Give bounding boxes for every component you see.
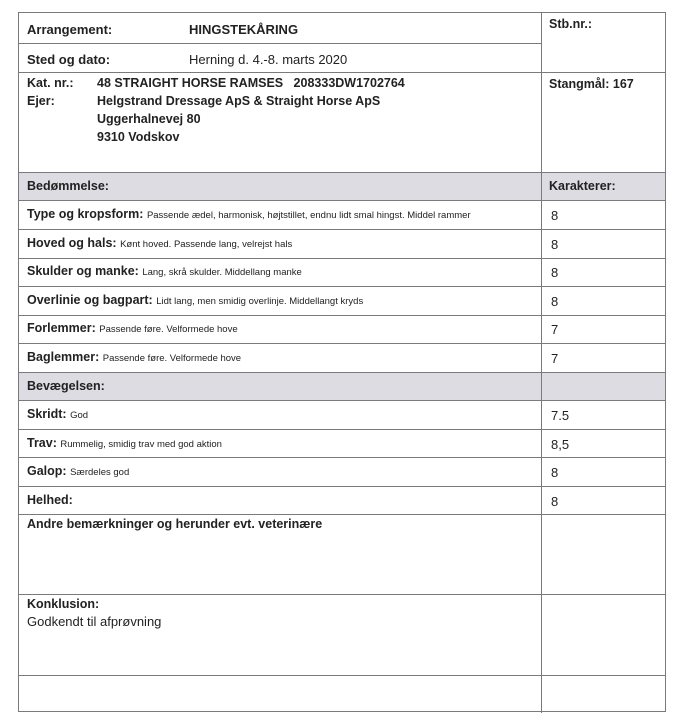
criterion-type-og-kropsform: Type og kropsform: Passende ædel, harmonisk, højtstillet, endnu lidt smal hingst. Middel rammer	[27, 207, 471, 221]
grade-galop: 8	[551, 465, 559, 480]
grade-helhed: 8	[551, 494, 559, 509]
row-rule	[19, 229, 665, 230]
grade-overlinie-og-bagpart: 8	[551, 294, 559, 309]
row-rule	[19, 675, 665, 676]
arrangement-value: HINGSTEKÅRING	[189, 22, 299, 37]
kat-nr-value: 48 STRAIGHT HORSE RAMSES 208333DW1702764	[97, 76, 405, 90]
criterion-trav: Trav: Rummelig, smidig trav med god aktion	[27, 436, 222, 450]
grade-baglemmer: 7	[551, 351, 559, 366]
bedommelse-label: Bedømmelse:	[27, 179, 109, 193]
row-rule	[19, 72, 665, 73]
owner-line-3: 9310 Vodskov	[97, 130, 180, 144]
grade-trav: 8,5	[551, 437, 570, 452]
ejer-label: Ejer:	[27, 94, 55, 108]
criterion-hoved-og-hals: Hoved og hals: Kønt hoved. Passende lang, velrejst hals	[27, 236, 293, 250]
bevaegelsen-header-band	[19, 372, 665, 400]
owner-line-1: Helgstrand Dressage ApS & Straight Horse ApS	[97, 94, 381, 108]
row-rule	[19, 258, 665, 259]
row-rule	[19, 172, 665, 173]
row-rule	[19, 343, 665, 344]
row-rule	[19, 315, 665, 316]
bevaegelsen-label: Bevægelsen:	[27, 379, 105, 393]
column-divider	[541, 13, 542, 713]
row-rule	[19, 429, 665, 430]
criterion-helhed: Helhed:	[27, 493, 73, 507]
grade-type-og-kropsform: 8	[551, 208, 559, 223]
stb-nr-label: Stb.nr.:	[549, 17, 593, 31]
criterion-skridt: Skridt: God	[27, 407, 89, 421]
criterion-overlinie-og-bagpart: Overlinie og bagpart: Lidt lang, men smidig overlinje. Middellangt kryds	[27, 293, 364, 307]
criterion-baglemmer: Baglemmer: Passende føre. Velformede hove	[27, 350, 242, 364]
kat-nr-label: Kat. nr.:	[27, 76, 74, 90]
grade-forlemmer: 7	[551, 322, 559, 337]
konklusion-text: Godkendt til afprøvning	[27, 614, 162, 629]
grade-skridt: 7.5	[551, 408, 570, 423]
karakterer-label: Karakterer:	[549, 179, 616, 193]
row-rule	[19, 200, 665, 201]
grade-skulder-og-manke: 8	[551, 265, 559, 280]
row-rule	[19, 594, 665, 595]
remarks-label: Andre bemærkninger og herunder evt. veterinære	[27, 517, 323, 531]
row-rule	[19, 400, 665, 401]
konklusion-label: Konklusion:	[27, 597, 100, 611]
criterion-galop: Galop: Særdeles god	[27, 464, 130, 478]
stangmaal-value: Stangmål: 167	[549, 77, 634, 91]
stallion-evaluation-form	[18, 12, 666, 712]
owner-line-2: Uggerhalnevej 80	[97, 112, 201, 126]
grade-hoved-og-hals: 8	[551, 237, 559, 252]
row-rule	[19, 514, 665, 515]
row-rule	[19, 286, 665, 287]
arrangement-label: Arrangement:	[27, 22, 113, 37]
row-rule	[19, 457, 665, 458]
criterion-skulder-og-manke: Skulder og manke: Lang, skrå skulder. Middellang manke	[27, 264, 302, 278]
sted-value: Herning d. 4.-8. marts 2020	[189, 52, 348, 67]
row-rule	[19, 486, 665, 487]
row-rule	[19, 43, 542, 44]
row-rule	[19, 372, 665, 373]
sted-label: Sted og dato:	[27, 52, 111, 67]
criterion-forlemmer: Forlemmer: Passende føre. Velformede hove	[27, 321, 238, 335]
